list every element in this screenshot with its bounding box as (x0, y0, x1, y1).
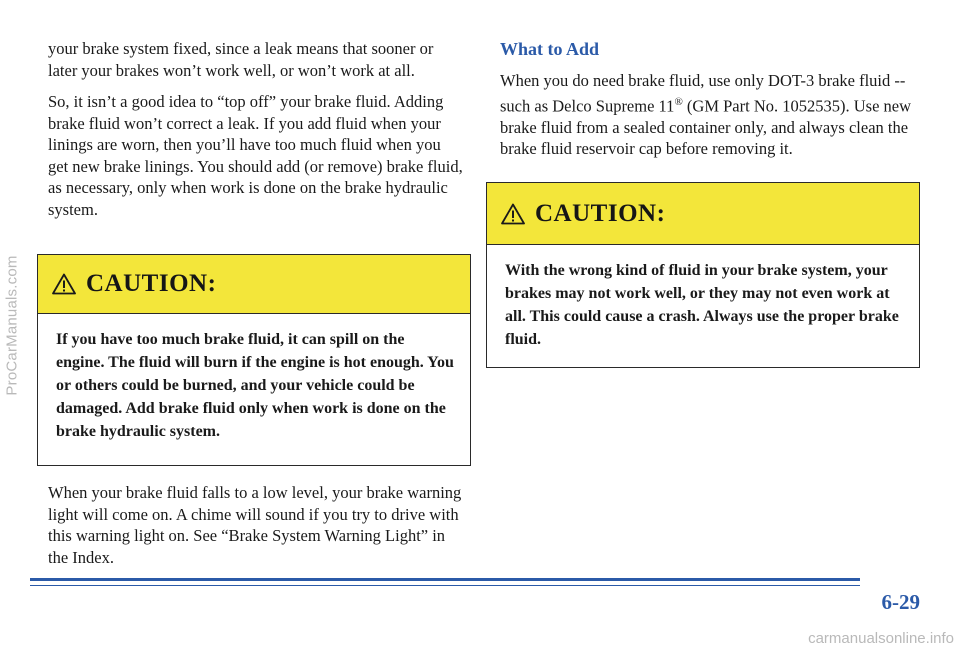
right-caution-text: With the wrong kind of fluid in your brake system, your brakes may not work well, or they may not even work at all. This could cause a crash. Always use the proper brake fluid. (505, 262, 899, 348)
side-watermark-text: ProCarManuals.com (3, 254, 21, 396)
left-paragraph-1: your brake system fixed, since a leak means that sooner or later your brakes won’t work well, or won’t work at all. (48, 39, 434, 80)
right-caution-header (487, 183, 919, 245)
right-paragraph-1-end: (GM Part No. 1052535). Use new brake fluid from a sealed container only, and always clean the brake fluid reservoir cap before removing it. (500, 96, 912, 158)
warning-triangle-icon (52, 273, 76, 295)
registered-mark: ® (674, 95, 683, 108)
left-caution-text: If you have too much brake fluid, it can spill on the engine. The fluid will burn if the engine is hot enough. You or others could be burned, and your vehicle could be damaged. Add brake fluid only when work is done on the brake hydraulic system. (56, 331, 454, 440)
left-paragraph-2: So, it isn’t a good idea to “top off” your brake fluid. Adding brake fluid won’t correct a leak. If you add fluid when your linings are worn, then you’ll have too much fluid when you get new brake linings. You should add (or remove) brake fluid, as necessary, only when work is done on the brake hydraulic system. (48, 92, 463, 219)
left-caution-header (38, 255, 470, 314)
right-caution-box (486, 182, 920, 368)
right-column (500, 38, 922, 170)
left-column (48, 38, 464, 230)
left-caution-title: CAUTION: (86, 270, 217, 297)
left-column-lower (48, 482, 464, 578)
side-watermark (2, 0, 22, 650)
footer-rules (30, 578, 900, 608)
left-paragraph-3: When your brake fluid falls to a low level, your brake warning light will come on. A chime will sound if you try to drive with this warning light on. See “Brake System Warning Light” in the Index. (48, 483, 462, 567)
right-paragraph-1 (500, 70, 922, 160)
left-caution-box (37, 254, 471, 466)
right-paragraph-1-start: When you do need brake fluid, use only DOT-3 brake fluid -- such as Delco Supreme 11 (500, 71, 906, 115)
what-to-add-heading: What to Add (500, 39, 600, 59)
bottom-watermark: carmanualsonline.info (808, 630, 954, 647)
footer-rule-thin (30, 585, 860, 586)
footer-rule-thick (30, 578, 860, 581)
page-number: 6-29 (881, 590, 920, 614)
right-caution-title: CAUTION: (535, 199, 666, 227)
warning-triangle-icon (501, 203, 525, 225)
